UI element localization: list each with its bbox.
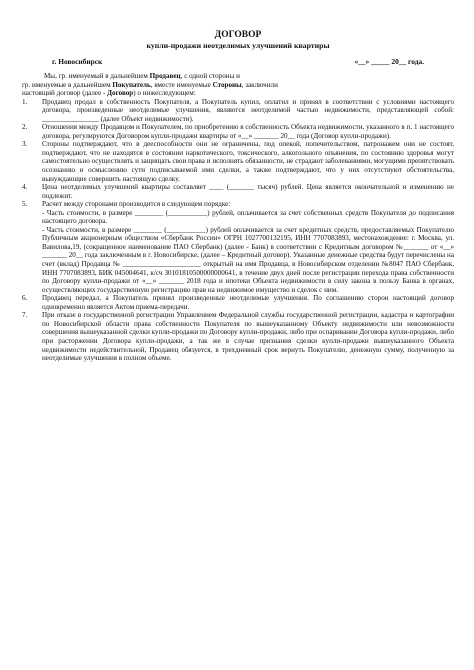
clause-number: 3. xyxy=(22,140,28,149)
clause-2 xyxy=(22,123,454,140)
clause-text: При отказе в государственной регистрации Управлением Федеральной службы государственной регистрации, кадастра и картографии по Новосибирской области права собственности Покупателя по вышеуказанному Объекту недвижимости или невозможности совершения вышеуказанной сделки купли-продажи по Договору купли-продажи, либо при оспаривании Договора купли-продажи, либо при расторжении Договора купли-продажи, а так же в случае признания сделки купли-продажи вышеуказанного Объекта недвижимости недействительной, Продавец обязуется, в трехдневный срок вернуть Покупателю, денежную сумму, полученную за неотделимые улучшения в полном объеме. xyxy=(42,311,454,363)
document-subtitle: купли-продажи неотделимых улучшений квартиры xyxy=(146,41,330,50)
clause-5 xyxy=(22,200,454,209)
clause-text: Цена неотделимых улучшений квартиры составляет ____ (_______ тысяч) рублей. Цена является окончательной и изменению не подлежит. xyxy=(42,183,454,200)
clause-text: Расчет между сторонами производится в следующем порядке: xyxy=(42,200,231,209)
clause-3 xyxy=(22,140,454,183)
document-title: ДОГОВОР xyxy=(214,30,262,40)
clause-number: 4. xyxy=(22,183,28,192)
clause-number: 1. xyxy=(22,97,28,106)
clause-4 xyxy=(22,183,454,200)
clause-6 xyxy=(22,294,454,311)
clause-5-sub-1: - Часть стоимости, в размере ________ (___________) рублей, оплачивается за счет собственных средств Покупателя до подписания настоящего договора. xyxy=(42,208,454,226)
clause-number: 2. xyxy=(22,123,28,132)
clause-text: Стороны подтверждают, что в дееспособности они не ограничены, под опекой, попечительством, патронажем они не состоят, подтверждают, что не находятся в состоянии наркотического, токсического, алкогольного опьянения, по состоянию здоровья могут самостоятельно осуществлять и защищать свои права и исполнять обязанности, не страдают заболеваниями, могущими препятствовать осознанию и осмыслению сути подписываемой ими сделки, а также подтверждают, что у них отсутствуют обстоятельства, вынуждающие совершить настоящую сделку. xyxy=(42,140,454,183)
place-date-row xyxy=(52,57,424,66)
intro-line-1: Мы, гр. именуемый в дальнейшем Продавец, с одной стороны и xyxy=(44,72,240,80)
clause-5-sub-2: - Часть стоимости, в размере ________ (___________) рублей оплачивается за счет кредитных средств, предоставляемых Покупателю Публичным акционерным обществом «Сбербанк России» ОГРН 1027700132195, ИНН 7707083893, местонахождение: г. Москва, ул. Вавилова,19, (сокращенное наименование ПАО Сбербанк) (далее - Банк) в соответствии с Кредитным договором №_______ от «__» _______ 20__ года заключенным в г. Новосибирске, (далее – Кредитный договор). Указанные денежные средства будут перечислены на счет (вклад) Продавца № ______________________ открытый на имя Продавца, в Новосибирском отделении №8047 ПАО Сбербанк, ИНН 7707083893, БИК 045004641, к/сч 30101810500000000641, в течение двух дней после регистрации перехода права собственности по Договору купли-продажи от «__» _______ 2018 года и ипотеки Объекта недвижимости в силу закона в пользу Банка в органах, осуществляющих государственную регистрацию прав на недвижимое имущество и сделок с ним. xyxy=(42,225,454,294)
contract-date: «__» _____ 20__ года. xyxy=(354,57,424,66)
clause-text: Продавец продал в собственность Покупателя, а Покупатель купил, оплатил и принял в соответствии с условиями настоящего договора, произведенные неотделимые улучшения, являются неотделимой частью недвижимости, представляющей собой: ________________ (далее Объект недвижимости). xyxy=(42,97,454,123)
intro-line-3: настоящий договор (далее - Договор) о нижеследующем: xyxy=(22,89,196,98)
clause-1 xyxy=(22,98,454,124)
intro-line-2: гр. именуемые в дальнейшем Покупатель, вместе именуемые Стороны, заключили xyxy=(22,80,278,89)
clause-text: Отношения между Продавцом и Покупателем, по приобретению в собственность Объекта недвижимости, указанного в п. 1 настоящего договора, регулируются Договором купли-продажи квартиры от «__» _______ 20__ года (Договор купли-продажи). xyxy=(42,123,454,140)
clause-number: 6. xyxy=(22,294,28,303)
clause-number: 5. xyxy=(22,200,28,209)
city: г. Новосибирск xyxy=(52,57,103,66)
clause-number: 7. xyxy=(22,311,28,320)
clause-7 xyxy=(22,311,454,362)
clause-text: Продавец передал, а Покупатель принял произведенные неотделимые улучшения. По соглашению сторон настоящий договор одновременно является Актом приема-передачи. xyxy=(42,294,454,311)
